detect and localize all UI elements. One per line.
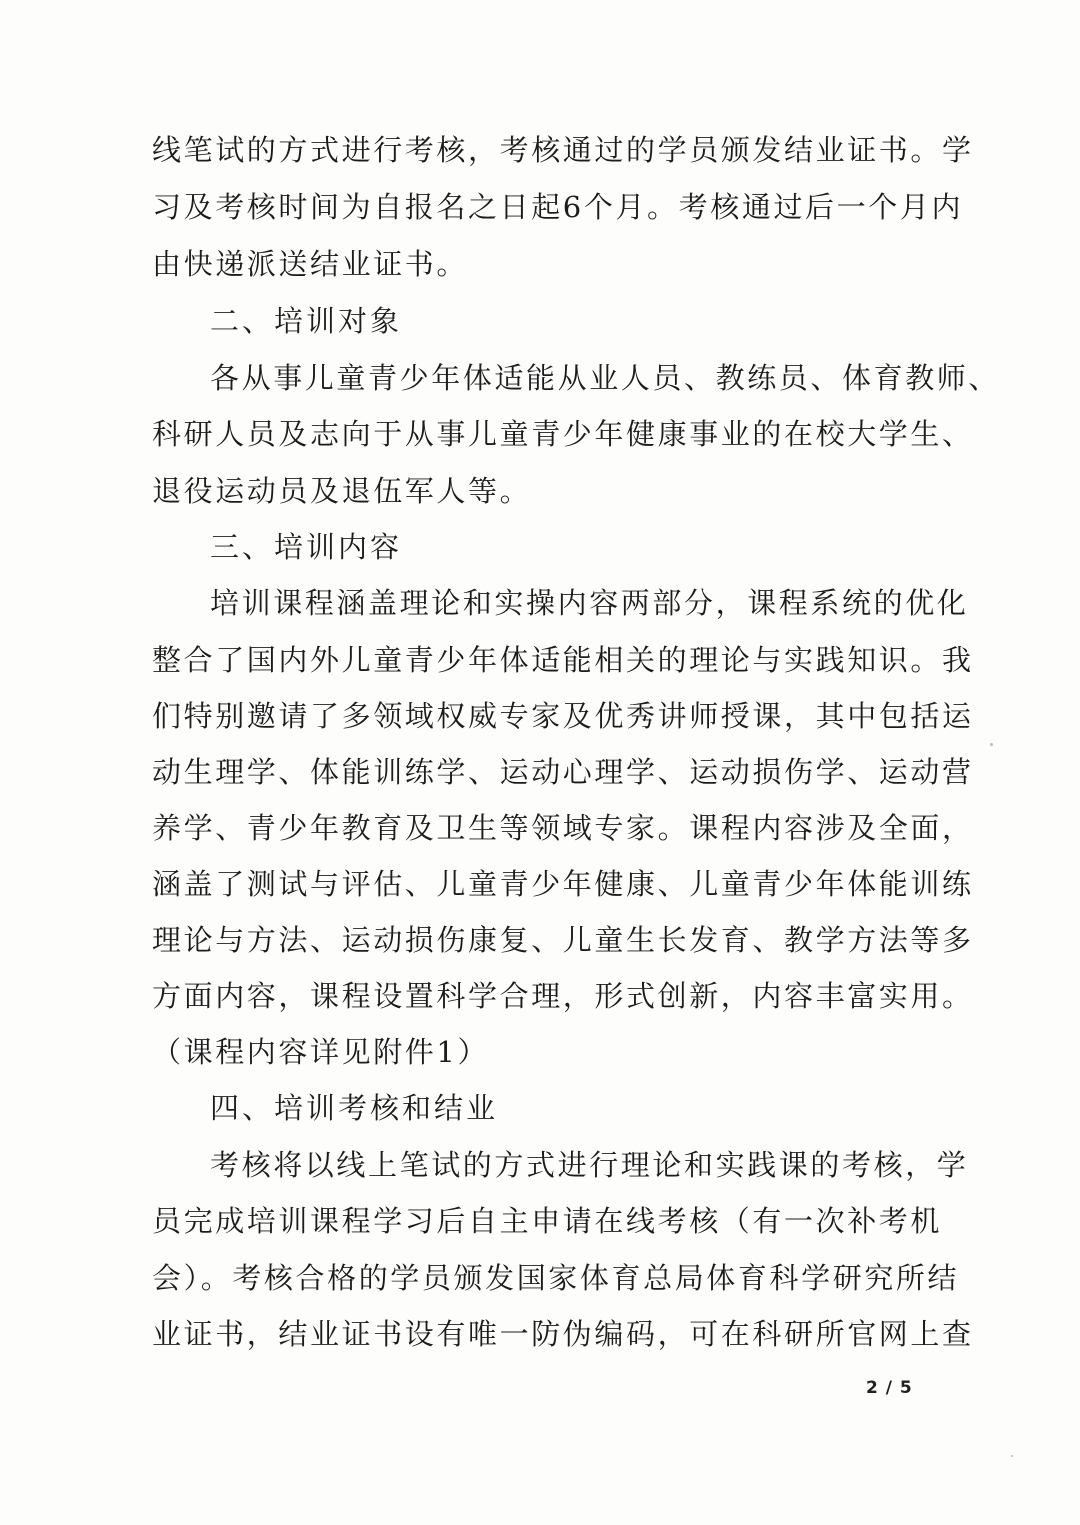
body-line-3: 由快递派送结业证书。: [152, 247, 469, 281]
page-number: 2 / 5: [866, 1378, 913, 1398]
body-line-2: 习及考核时间为自报名之日起6个月。考核通过后一个月内: [152, 190, 964, 224]
section-heading-assessment: 四、培训考核和结业: [210, 1091, 499, 1125]
body-line-6: 科研人员及志向于从事儿童青少年健康事业的在校大学生、: [152, 417, 974, 451]
body-line-17: （课程内容详见附件1）: [152, 1035, 490, 1069]
scan-speck: [1011, 1455, 1013, 1457]
body-line-7: 退役运动员及退伍军人等。: [152, 474, 532, 508]
body-line-5: 各从事儿童青少年体适能从业人员、教练员、体育教师、: [210, 361, 1001, 395]
body-line-1: 线笔试的方式进行考核，考核通过的学员颁发结业证书。学: [152, 133, 974, 167]
body-line-10: 整合了国内外儿童青少年体适能相关的理论与实践知识。我: [152, 643, 974, 677]
body-line-13: 养学、青少年教育及卫生等领域专家。课程内容涉及全面，: [152, 811, 974, 845]
body-line-20: 员完成培训课程学习后自主申请在线考核（有一次补考机: [152, 1204, 943, 1238]
body-line-12: 动生理学、体能训练学、运动心理学、运动损伤学、运动营: [152, 755, 974, 789]
body-line-15: 理论与方法、运动损伤康复、儿童生长发育、教学方法等多: [152, 923, 974, 957]
body-line-16: 方面内容，课程设置科学合理，形式创新，内容丰富实用。: [152, 979, 974, 1013]
body-line-11: 们特别邀请了多领域权威专家及优秀讲师授课，其中包括运: [152, 699, 974, 733]
body-line-22: 业证书，结业证书设有唯一防伪编码，可在科研所官网上查: [152, 1317, 974, 1351]
body-line-14: 涵盖了测试与评估、儿童青少年健康、儿童青少年体能训练: [152, 867, 974, 901]
body-line-19: 考核将以线上笔试的方式进行理论和实践课的考核，学: [210, 1148, 969, 1182]
section-heading-training-content: 三、培训内容: [210, 530, 403, 564]
body-line-21: 会）。考核合格的学员颁发国家体育总局体育科学研究所结: [152, 1261, 960, 1295]
section-heading-training-targets: 二、培训对象: [210, 304, 403, 338]
body-line-9: 培训课程涵盖理论和实操内容两部分，课程系统的优化: [210, 586, 969, 620]
scan-speck: [990, 743, 993, 746]
